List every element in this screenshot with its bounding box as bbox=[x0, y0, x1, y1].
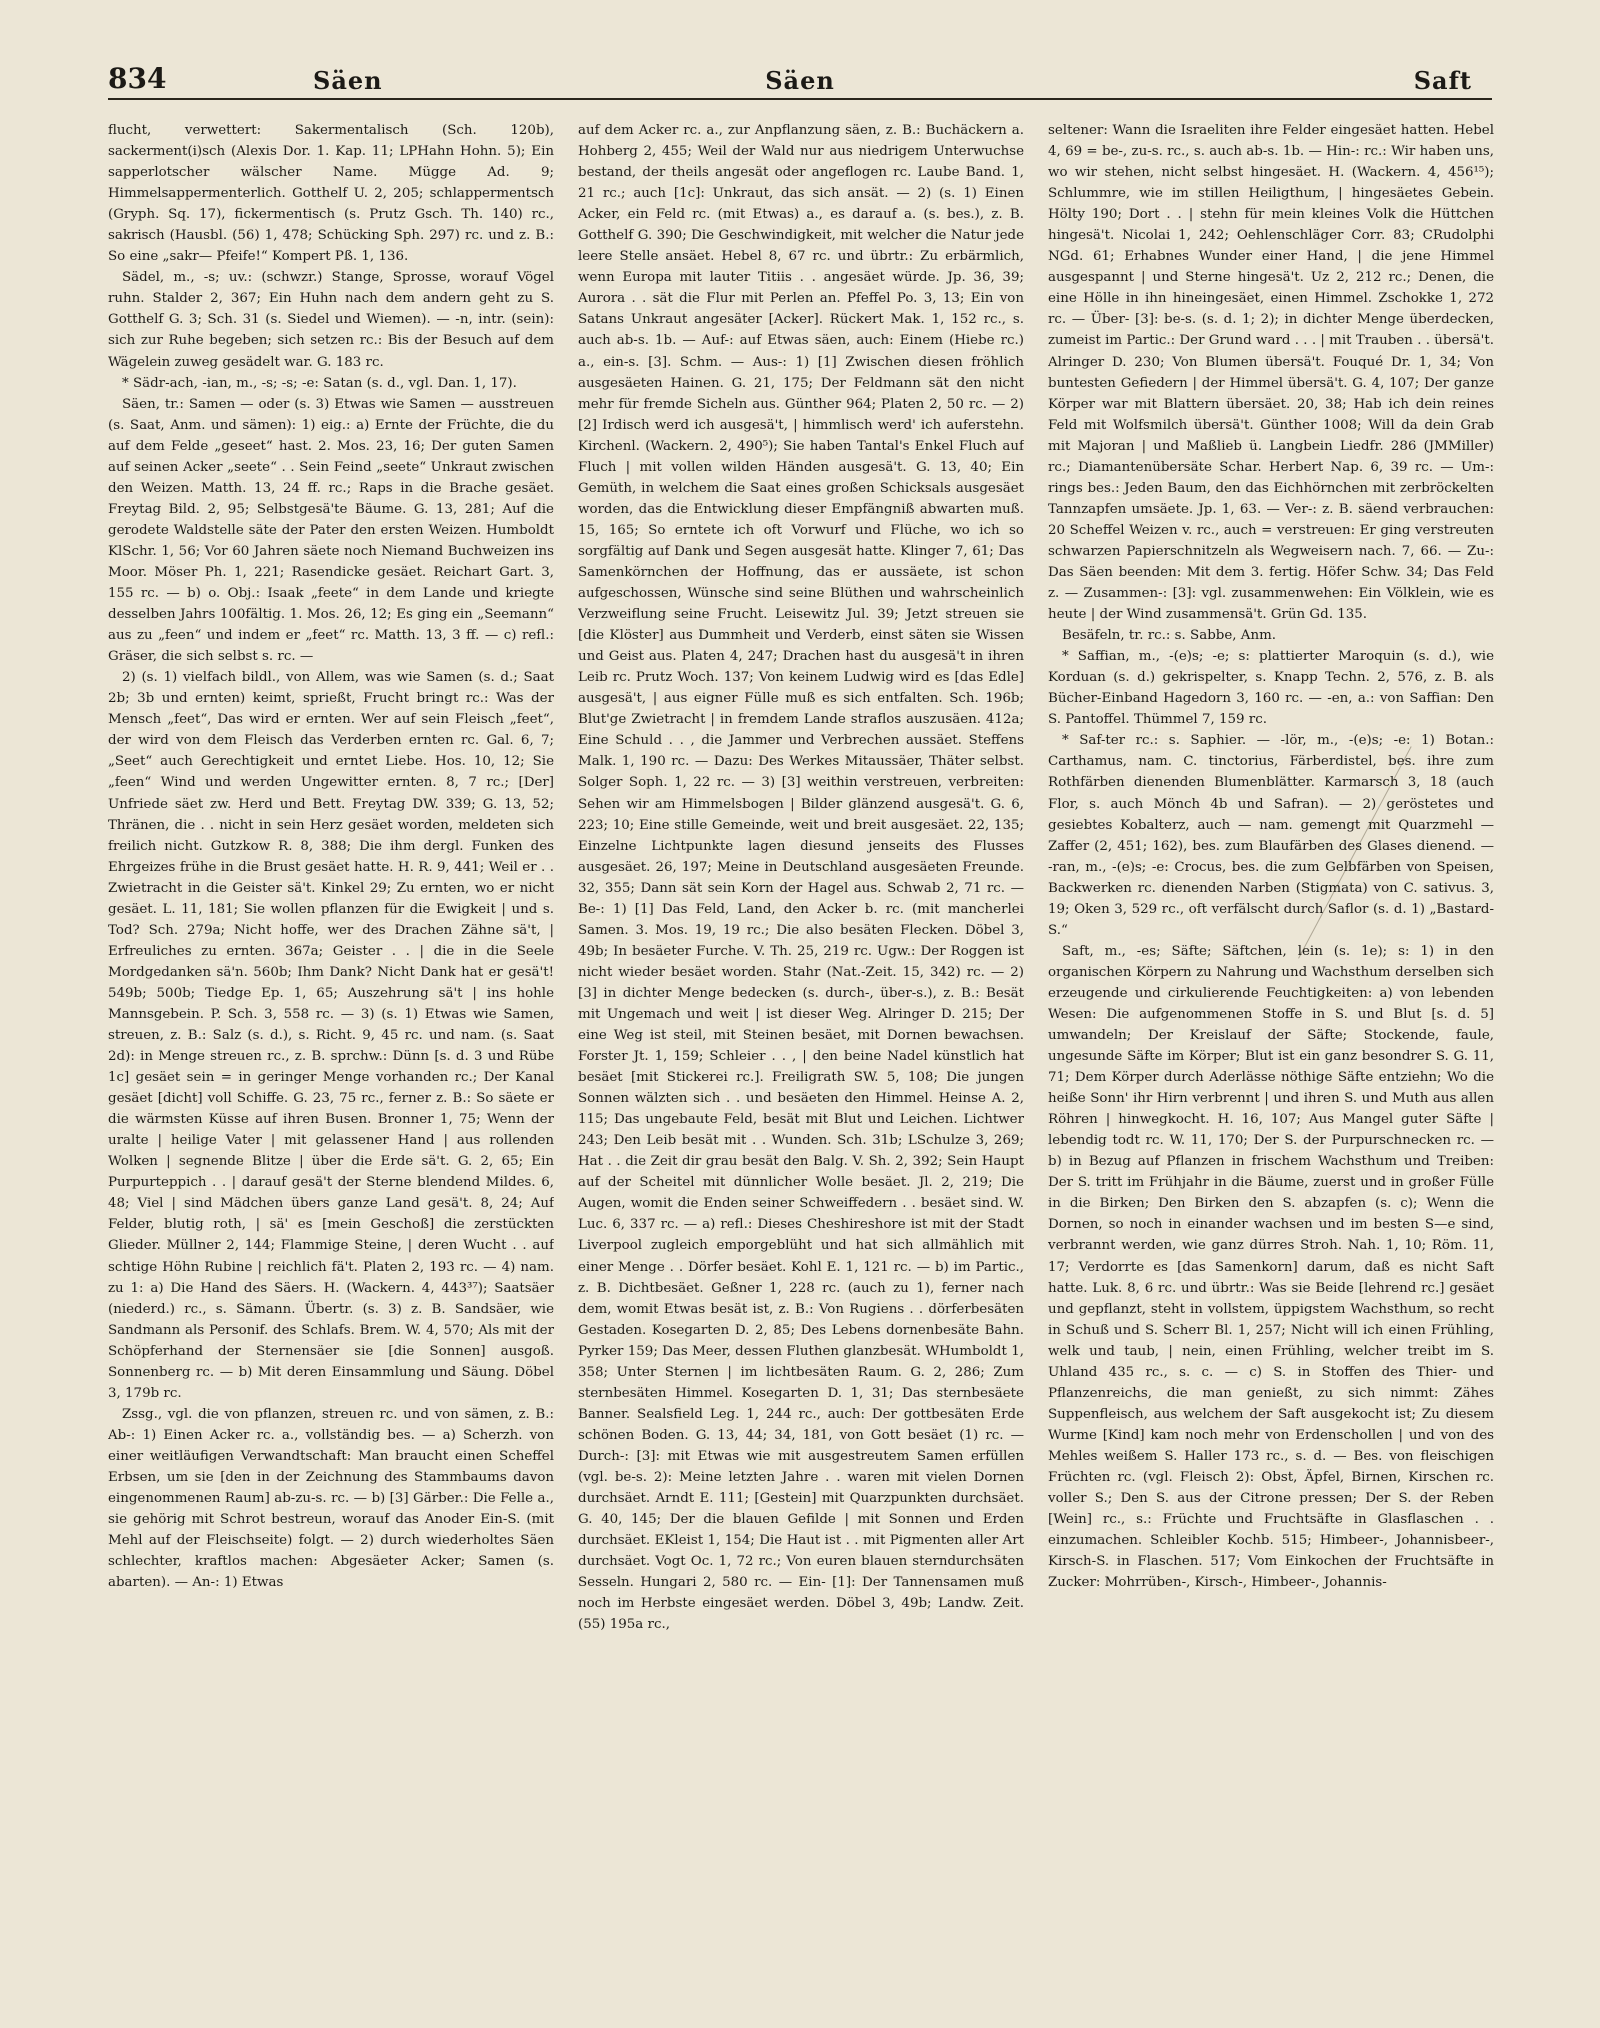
text-columns bbox=[108, 120, 1493, 2010]
running-head-middle: Säen bbox=[765, 66, 835, 95]
column-left bbox=[108, 120, 554, 2010]
entry-paragraph: Säen, tr.: Samen — oder (s. 3) Etwas wie Samen — ausstreuen (s. Saat, Anm. und sämen): 1) eig.: a) Ernte der Früchte, die du auf dem Felde „geseet“ hast. 2. Mos. 23, 16; Der guten Samen auf seinen Acker „seete“ . . Sein Feind „seete“ Unkraut zwischen den Weizen. Matth. 13, 24 ff. rc.; Raps in die Brache gesäet. Freytag Bild. 2, 95; Selbstgesä'te Bäume. G. 13, 281; Auf die gerodete Waldstelle säte der Pater den ersten Weizen. Humboldt KlSchr. 1, 56; Vor 60 Jahren säete noch Niemand Buchweizen ins Moor. Möser Ph. 1, 221; Rasendicke gesäet. Reichart Gart. 3, 155 rc. — b) o. Obj.: Isaak „feete“ in dem Lande und kriegte desselben Jahrs 100fältig. 1. Mos. 26, 12; Es ging ein „Seemann“ aus zu „feen“ und indem er „feet“ rc. Matth. 13, 3 ff. — c) refl.: Gräser, die sich selbst s. rc. — bbox=[108, 396, 554, 665]
entry-paragraph: flucht, verwettert: Sakermentalisch (Sch. 120b), sackerment(i)sch (Alexis Dor. 1. Kap. 11; LPHahn Hohn. 5); Ein sapperlotscher wälscher Name. Mügge Ad. 9; Himmelsappermenterlich. Gotthelf U. 2, 205; schlappermentsch (Gryph. Sq. 17), fickermentisch (s. Prutz Gsch. Th. 140) rc., sakrisch (Hausbl. (56) 1, 478; Schücking Sph. 297) rc. und z. B.: So eine „sakr— Pfeife!“ Kompert Pß. 1, 136. bbox=[108, 123, 554, 265]
entry-paragraph: * Saffian, m., -(e)s; -e; s: plattierter Maroquin (s. d.), wie Korduan (s. d.) gekrispelter, s. Knapp Techn. 2, 576, z. B. als Bücher-Einband Hagedorn 3, 160 rc. — -en, a.: von Saffian: Den S. Pantoffel. Thümmel 7, 159 rc. bbox=[1048, 649, 1494, 728]
entry-paragraph: Sädel, m., -s; uv.: (schwzr.) Stange, Sprosse, worauf Vögel ruhn. Stalder 2, 367; Ein Huhn nach dem andern geht zu S. Gotthelf G. 3; Sch. 31 (s. Siedel und Wiemen). — -n, intr. (sein): sich zur Ruhe begeben; sich setzen rc.: Bis der Besuch auf dem Wägelein zuweg gesädelt war. G. 183 rc. bbox=[108, 270, 554, 370]
column-middle bbox=[578, 120, 1024, 2010]
entry-paragraph: 2) (s. 1) vielfach bildl., von Allem, was wie Samen (s. d.; Saat 2b; 3b und ernten) keimt, sprießt, Frucht bringt rc.: Was der Mensch „feet“, Das wird er ernten. Wer auf sein Fleisch „feet“, der wird von dem Fleisch das Verderben ernten rc. Gal. 6, 7; „Seet“ auch Gerechtigkeit und erntet Liebe. Hos. 10, 12; Sie „feen“ Wind und werden Ungewitter ernten. 8, 7 rc.; [Der] Unfriede säet zw. Herd und Bett. Freytag DW. 339; G. 13, 52; Thränen, die . . nicht in sein Herz gesäet worden, meldeten sich freilich nicht. Gutzkow R. 8, 388; Die ihm dergl. Funken des Ehrgeizes frühe in die Brust gesäet hatte. H. R. 9, 441; Weil er . . Zwietracht in die Geister sä't. Kinkel 29; Zu ernten, wo er nicht gesäet. L. 11, 181; Sie wollen pflanzen für die Ewigkeit | und s. Tod? Sch. 279a; Nicht hoffe, wer des Drachen Zähne sä't, | Erfreuliches zu ernten. 367a; Geister . . | die in die Seele Mordgedanken sä'n. 560b; Ihm Dank? Nicht Dank hat er gesä't! 549b; 500b; Tiedge Ep. 1, 65; Auszehrung sä't | ins hohle Mannsgebein. P. Sch. 3, 558 rc. — 3) (s. 1) Etwas wie Samen, streuen, z. B.: Salz (s. d.), s. Richt. 9, 45 rc. und nam. (s. Saat 2d): in Menge streuen rc., z. B. sprchw.: Dünn [s. d. 3 und Rübe 1c] gesäet sein = in geringer Menge vorhanden rc.; Der Kanal gesäet [dicht] voll Schiffe. G. 23, 75 rc., ferner z. B.: So säete er die wärmsten Küsse auf ihren Busen. Bronner 1, 75; Wenn der uralte | heilige Vater | mit gelassener Hand | aus rollenden Wolken | segnende Blitze | über die Erde sä't. G. 2, 65; Ein Purpurteppich . . | darauf gesä't der Sterne blendend Mildes. 6, 48; Viel | sind Mädchen übers ganze Land gesä't. 8, 24; Auf Felder, blutig roth, | sä' es [mein Geschoß] die zerstückten Glieder. Müllner 2, 144; Flammige Steine, | deren Wucht . . auf schtige Höhn Rubine | reichlich fä't. Platen 2, 193 rc. — 4) nam. zu 1: a) Die Hand des Säers. H. (Wackern. 4, 443³⁷); Saatsäer (niederd.) rc., s. Sämann. Übertr. (s. 3) z. B. Sandsäer, wie Sandmann als Personif. des Schlafs. Brem. W. 4, 570; Als mit der Schöpferhand der Sternensäer sie [die Sonnen] ausgoß. Sonnenberg rc. — b) Mit deren Einsammlung und Säung. Döbel 3, 179b rc. bbox=[108, 670, 554, 1401]
entry-paragraph: * Saf-ter rc.: s. Saphier. — -lör, m., -(e)s; -e: 1) Botan.: Carthamus, nam. C. tinctorius, Färberdistel, bes. ihre zum Rothfärben dienenden Blumenblätter. Karmarsch 3, 18 (auch Flor, s. auch Mönch 4b und Safran). — 2) geröstetes und gesiebtes Kobalterz, auch — nam. gemengt mit Quarzmehl — Zaffer (2, 451; 162), bes. zum Blaufärben des Glases dienend. — -ran, m., -(e)s; -e: Crocus, bes. die zum Gelbfärben von Speisen, Backwerken rc. dienenden Narben (Stigmata) von C. sativus. 3, 19; Oken 3, 529 rc., oft verfälscht durch Saflor (s. d. 1) „Bastard-S.“ bbox=[1048, 733, 1494, 938]
running-head-left: Säen bbox=[313, 66, 383, 95]
page-number: 834 bbox=[108, 62, 167, 95]
page-header bbox=[108, 58, 1492, 100]
entry-paragraph: Saft, m., -es; Säfte; Säftchen, lein (s. 1e); s: 1) in den organischen Körpern zu Nahrung und Wachsthum derselben sich erzeugende und cirkulierende Feuchtigkeiten: a) von lebenden Wesen: Die aufgenommenen Stoffe in S. und Blut [s. d. 5] umwandeln; Der Kreislauf der Säfte; Stockende, faule, ungesunde Säfte im Körper; Blut ist ein ganz besondrer S. G. 11, 71; Dem Körper durch Aderlässe nöthige Säfte entziehn; Wo die heiße Sonn' ihr Hirn verbrennt | und ihren S. und Muth aus allen Röhren | hinwegkocht. H. 16, 107; Aus Mangel guter Säfte | lebendig todt rc. W. 11, 170; Der S. der Purpurschnecken rc. — b) in Bezug auf Pflanzen in frischem Wachsthum und Treiben: Der S. tritt im Frühjahr in die Bäume, zuerst und in großer Fülle in die Birken; Den Birken den S. abzapfen (s. c); Wenn die Dornen, so noch in einander wachsen und im besten S—e sind, verbrannt werden, wie ganz dürres Stroh. Nah. 1, 10; Röm. 11, 17; Verdorrte es [das Samenkorn] darum, daß es nicht Saft hatte. Luk. 8, 6 rc. und übrtr.: Was sie Beide [lehrend rc.] gesäet und gepflanzt, steht in vollstem, üppigstem Wachsthum, so recht in Schuß und S. Scherr Bl. 1, 257; Nicht will ich einen Frühling, welk und taub, | nein, einen Frühling, welcher treibt im S. Uhland 435 rc., s. c. — c) S. in Stoffen des Thier- und Pflanzenreichs, die man genießt, zu sich nimmt: Zähes Suppenfleisch, aus welchem der Saft ausgekocht ist; Zu diesem Wurme [Kind] kam noch mehr von Erdenschollen | und von des Mehles weißem S. Haller 173 rc., s. d. — Bes. von fleischigen Früchten rc. (vgl. Fleisch 2): Obst, Äpfel, Birnen, Kirschen rc. voller S.; Den S. aus der Citrone pressen; Der S. der Reben [Wein] rc., s.: Früchte und Fruchtsäfte in Glasflaschen . . einzumachen. Schleibler Kochb. 515; Himbeer-, Johannisbeer-, Kirsch-S. in Flaschen. 517; Vom Einkochen der Fruchtsäfte in Zucker: Mohrrüben-, Kirsch-, Himbeer-, Johannis- bbox=[1048, 943, 1494, 1591]
entry-paragraph: auf dem Acker rc. a., zur Anpflanzung säen, z. B.: Buchäckern a. Hohberg 2, 455; Weil der Wald nur aus niedrigem Unterwuchse bestand, der theils angesät oder angeflogen rc. Laube Band. 1, 21 rc.; auch [1c]: Unkraut, das sich ansät. — 2) (s. 1) Einen Acker, ein Feld rc. (mit Etwas) a., es darauf a. (s. bes.), z. B. Gotthelf G. 390; Die Geschwindigkeit, mit welcher die Natur jede leere Stelle ansäet. Hebel 8, 67 rc. und übrtr.: Zu erbärmlich, wenn Europa mit lauter Titiis . . angesäet würde. Jp. 36, 39; Aurora . . sät die Flur mit Perlen an. Pfeffel Po. 3, 13; Ein von Satans Unkraut angesäter [Acker]. Rückert Mak. 1, 152 rc., s. auch ab-s. 1b. — Auf-: auf Etwas säen, auch: Einem (Hiebe rc.) a., ein-s. [3]. Schm. — Aus-: 1) [1] Zwischen diesen fröhlich ausgesäeten Hainen. G. 21, 175; Der Feldmann sät den nicht mehr für fremde Sicheln aus. Günther 964; Platen 2, 50 rc. — 2) [2] Irdisch werd ich ausgesä't, | himmlisch werd' ich auferstehn. Kirchenl. (Wackern. 2, 490⁵); Sie haben Tantal's Enkel Fluch auf Fluch | mit vollen wilden Händen ausgesä't. G. 13, 40; Ein Gemüth, in welchem die Saat eines großen Schicksals ausgesäet worden, das die Entwicklung dieser Empfängniß abwarten muß. 15, 165; So erntete ich oft Vorwurf und Flüche, wo ich so sorgfältig auf Dank und Segen ausgesät hatte. Klinger 7, 61; Das Samenkörnchen der Hoffnung, das er aussäete, ist schon aufgeschossen, Wünsche sind seine Blüthen und wahrscheinlich Verzweiflung seine Frucht. Leisewitz Jul. 39; Jetzt streuen sie [die Klöster] aus Dummheit und Verderb, einst säten sie Wissen und Geist aus. Platen 4, 247; Drachen hast du ausgesä't in ihren Leib rc. Prutz Woch. 137; Von keinem Ludwig wird es [das Edle] ausgesä't, | aus eigner Fülle muß es sich entfalten. Sch. 196b; Blut'ge Zwietracht | in fremdem Lande straflos auszusäen. 412a; Eine Schuld . . , die Jammer und Verbrechen aussäet. Steffens Malk. 1, 190 rc. — Dazu: Des Werkes Mitaussäer, Thäter selbst. Solger Soph. 1, 22 rc. — 3) [3] weithin verstreuen, verbreiten: Sehen wir am Himmelsbogen | Bilder glänzend ausgesä't. G. 6, 223; 10; Eine stille Gemeinde, weit und breit ausgesäet. 22, 135; Einzelne Lichtpunkte lagen diesund jenseits des Flusses ausgesäet. 26, 197; Meine in Deutschland ausgesäeten Freunde. 32, 355; Dann sät sein Korn der Hagel aus. Schwab 2, 71 rc. — Be-: 1) [1] Das Feld, Land, den Acker b. rc. (mit mancherlei Samen. 3. Mos. 19, 19 rc.; Die also besäten Flecken. Döbel 3, 49b; In besäeter Furche. V. Th. 25, 219 rc. Ugw.: Der Roggen ist nicht wieder besäet worden. Stahr (Nat.-Zeit. 15, 342) rc. — 2) [3] in dichter Menge bedecken (s. durch-, über-s.), z. B.: Besät mit Ungemach und weit | ist dieser Weg. Alringer D. 215; Der eine Weg ist steil, mit Steinen besäet, mit Dornen bewachsen. Forster Jt. 1, 159; Schleier . . , | den beine Nadel künstlich hat besäet [mit Stickerei rc.]. Freiligrath SW. 5, 108; Die jungen Sonnen wälzten sich . . und besäeten den Himmel. Heinse A. 2, 115; Das ungebaute Feld, besät mit Blut und Leichen. Lichtwer 243; Den Leib besät mit . . Wunden. Sch. 31b; LSchulze 3, 269; Hat . . die Zeit dir grau besät den Balg. V. Sh. 2, 392; Sein Haupt auf der Scheitel mit dünnlicher Wolle besäet. Jl. 2, 219; Die Augen, womit die Enden seiner Schweiffedern . . besäet sind. W. Luc. 6, 337 rc. — a) refl.: Dieses Cheshireshore ist mit der Stadt Liverpool zugleich emporgeblüht und hat sich allmählich mit einer Menge . . Dörfer besäet. Kohl E. 1, 121 rc. — b) im Partic., z. B. Dichtbesäet. Geßner 1, 228 rc. (auch zu 1), ferner nach dem, womit Etwas besät ist, z. B.: Von Rugiens . . dörferbesäten Gestaden. Kosegarten D. 2, 85; Des Lebens dornenbesäte Bahn. Pyrker 159; Das Meer, dessen Fluthen glanzbesät. WHumboldt 1, 358; Unter Sternen | im lichtbesäten Raum. G. 2, 286; Zum sternbesäten Himmel. Kosegarten D. 1, 31; Das sternbesäete Banner. Sealsfield Leg. 1, 244 rc., auch: Der gottbesäten Erde schönen Boden. G. 13, 44; 34, 181, von Gott besäet (1) rc. — Durch-: [3]: mit Etwas wie mit ausgestreutem Samen erfüllen (vgl. be-s. 2): Meine letzten Jahre . . waren mit vielen Dornen durchsäet. Arndt E. 111; [Gestein] mit Quarzpunkten durchsäet. G. 40, 145; Der die blauen Gefilde | mit Sonnen und Erden durchsäet. EKleist 1, 154; Die Haut ist . . mit Pigmenten aller Art durchsäet. Vogt Oc. 1, 72 rc.; Von euren blauen sterndurchsäten Sesseln. Hungari 2, 580 rc. — Ein- [1]: Der Tannensamen muß noch im Herbste eingesäet werden. Döbel 3, 49b; Landw. Zeit. (55) 195a rc., bbox=[578, 123, 1024, 1633]
entry-paragraph: Zssg., vgl. die von pflanzen, streuen rc. und von sämen, z. B.: Ab-: 1) Einen Acker rc. a., vollständig bes. — a) Scherzh. von einer weitläufigen Verwandtschaft: Man braucht einen Scheffel Erbsen, um sie [den in der Zeichnung des Stammbaums davon eingenommenen Raum] ab-zu-s. rc. — b) [3] Gärber.: Die Felle a., sie gehörig mit Schrot bestreun, worauf das Anoder Ein-S. (mit Mehl auf der Fleischseite) folgt. — 2) durch wiederholtes Säen schlechter, kraftlos machen: Abgesäeter Acker; Samen (s. abarten). — An-: 1) Etwas bbox=[108, 1406, 554, 1591]
entry-paragraph: seltener: Wann die Israeliten ihre Felder eingesäet hatten. Hebel 4, 69 = be-, zu-s. rc., s. auch ab-s. 1b. — Hin-: rc.: Wir haben uns, wo wir stehen, nicht selbst hingesäet. H. (Wackern. 4, 456¹⁵); Schlummre, wie im stillen Heiligthum, | hingesäetes Gebein. Hölty 190; Dort . . | stehn für mein kleines Volk die Hüttchen hingesä't. Nicolai 1, 242; Oehlenschläger Corr. 83; CRudolphi NGd. 61; Erhabnes Wunder einer Hand, | die jene Himmel ausgespannt | und Sterne hingesä't. Uz 2, 212 rc.; Denen, die eine Hölle in ihn hineingesäet, einen Himmel. Zschokke 1, 272 rc. — Über- [3]: be-s. (s. d. 1; 2); in dichter Menge überdecken, zumeist im Partic.: Der Grund ward . . . | mit Trauben . . übersä't. Alringer D. 230; Von Blumen übersä't. Fouqué Dr. 1, 34; Von buntesten Gefiedern | der Himmel übersä't. G. 4, 107; Der ganze Körper war mit Blattern übersäet. 20, 38; Hab ich dein reines Feld mit Wolfsmilch übersä't. Günther 1008; Will da dein Grab mit Majoran | und Maßlieb ü. Langbein Liedfr. 286 (JMMiller) rc.; Diamantenübersäte Schar. Herbert Nap. 6, 39 rc. — Um-: rings bes.: Jeden Baum, den das Eichhörnchen mit zerbröckelten Tannzapfen umsäete. Jp. 1, 63. — Ver-: z. B. säend verbrauchen: 20 Scheffel Weizen v. rc., auch = verstreuen: Er ging verstreuten schwarzen Papierschnitzeln als Wegweisern nach. 7, 66. — Zu-: Das Säen beenden: Mit dem 3. fertig. Höfer Schw. 34; Das Feld z. — Zusammen-: [3]: vgl. zusammenwehen: Ein Völklein, wie es heute | der Wind zusammensä't. Grün Gd. 135. bbox=[1048, 123, 1494, 623]
entry-paragraph: Besäfeln, tr. rc.: s. Sabbe, Anm. bbox=[1062, 628, 1277, 644]
entry-paragraph: * Sädr-ach, -ian, m., -s; -s; -e: Satan (s. d., vgl. Dan. 1, 17). bbox=[122, 375, 517, 391]
column-right bbox=[1048, 120, 1494, 2010]
running-head-right: Saft bbox=[1413, 66, 1472, 95]
